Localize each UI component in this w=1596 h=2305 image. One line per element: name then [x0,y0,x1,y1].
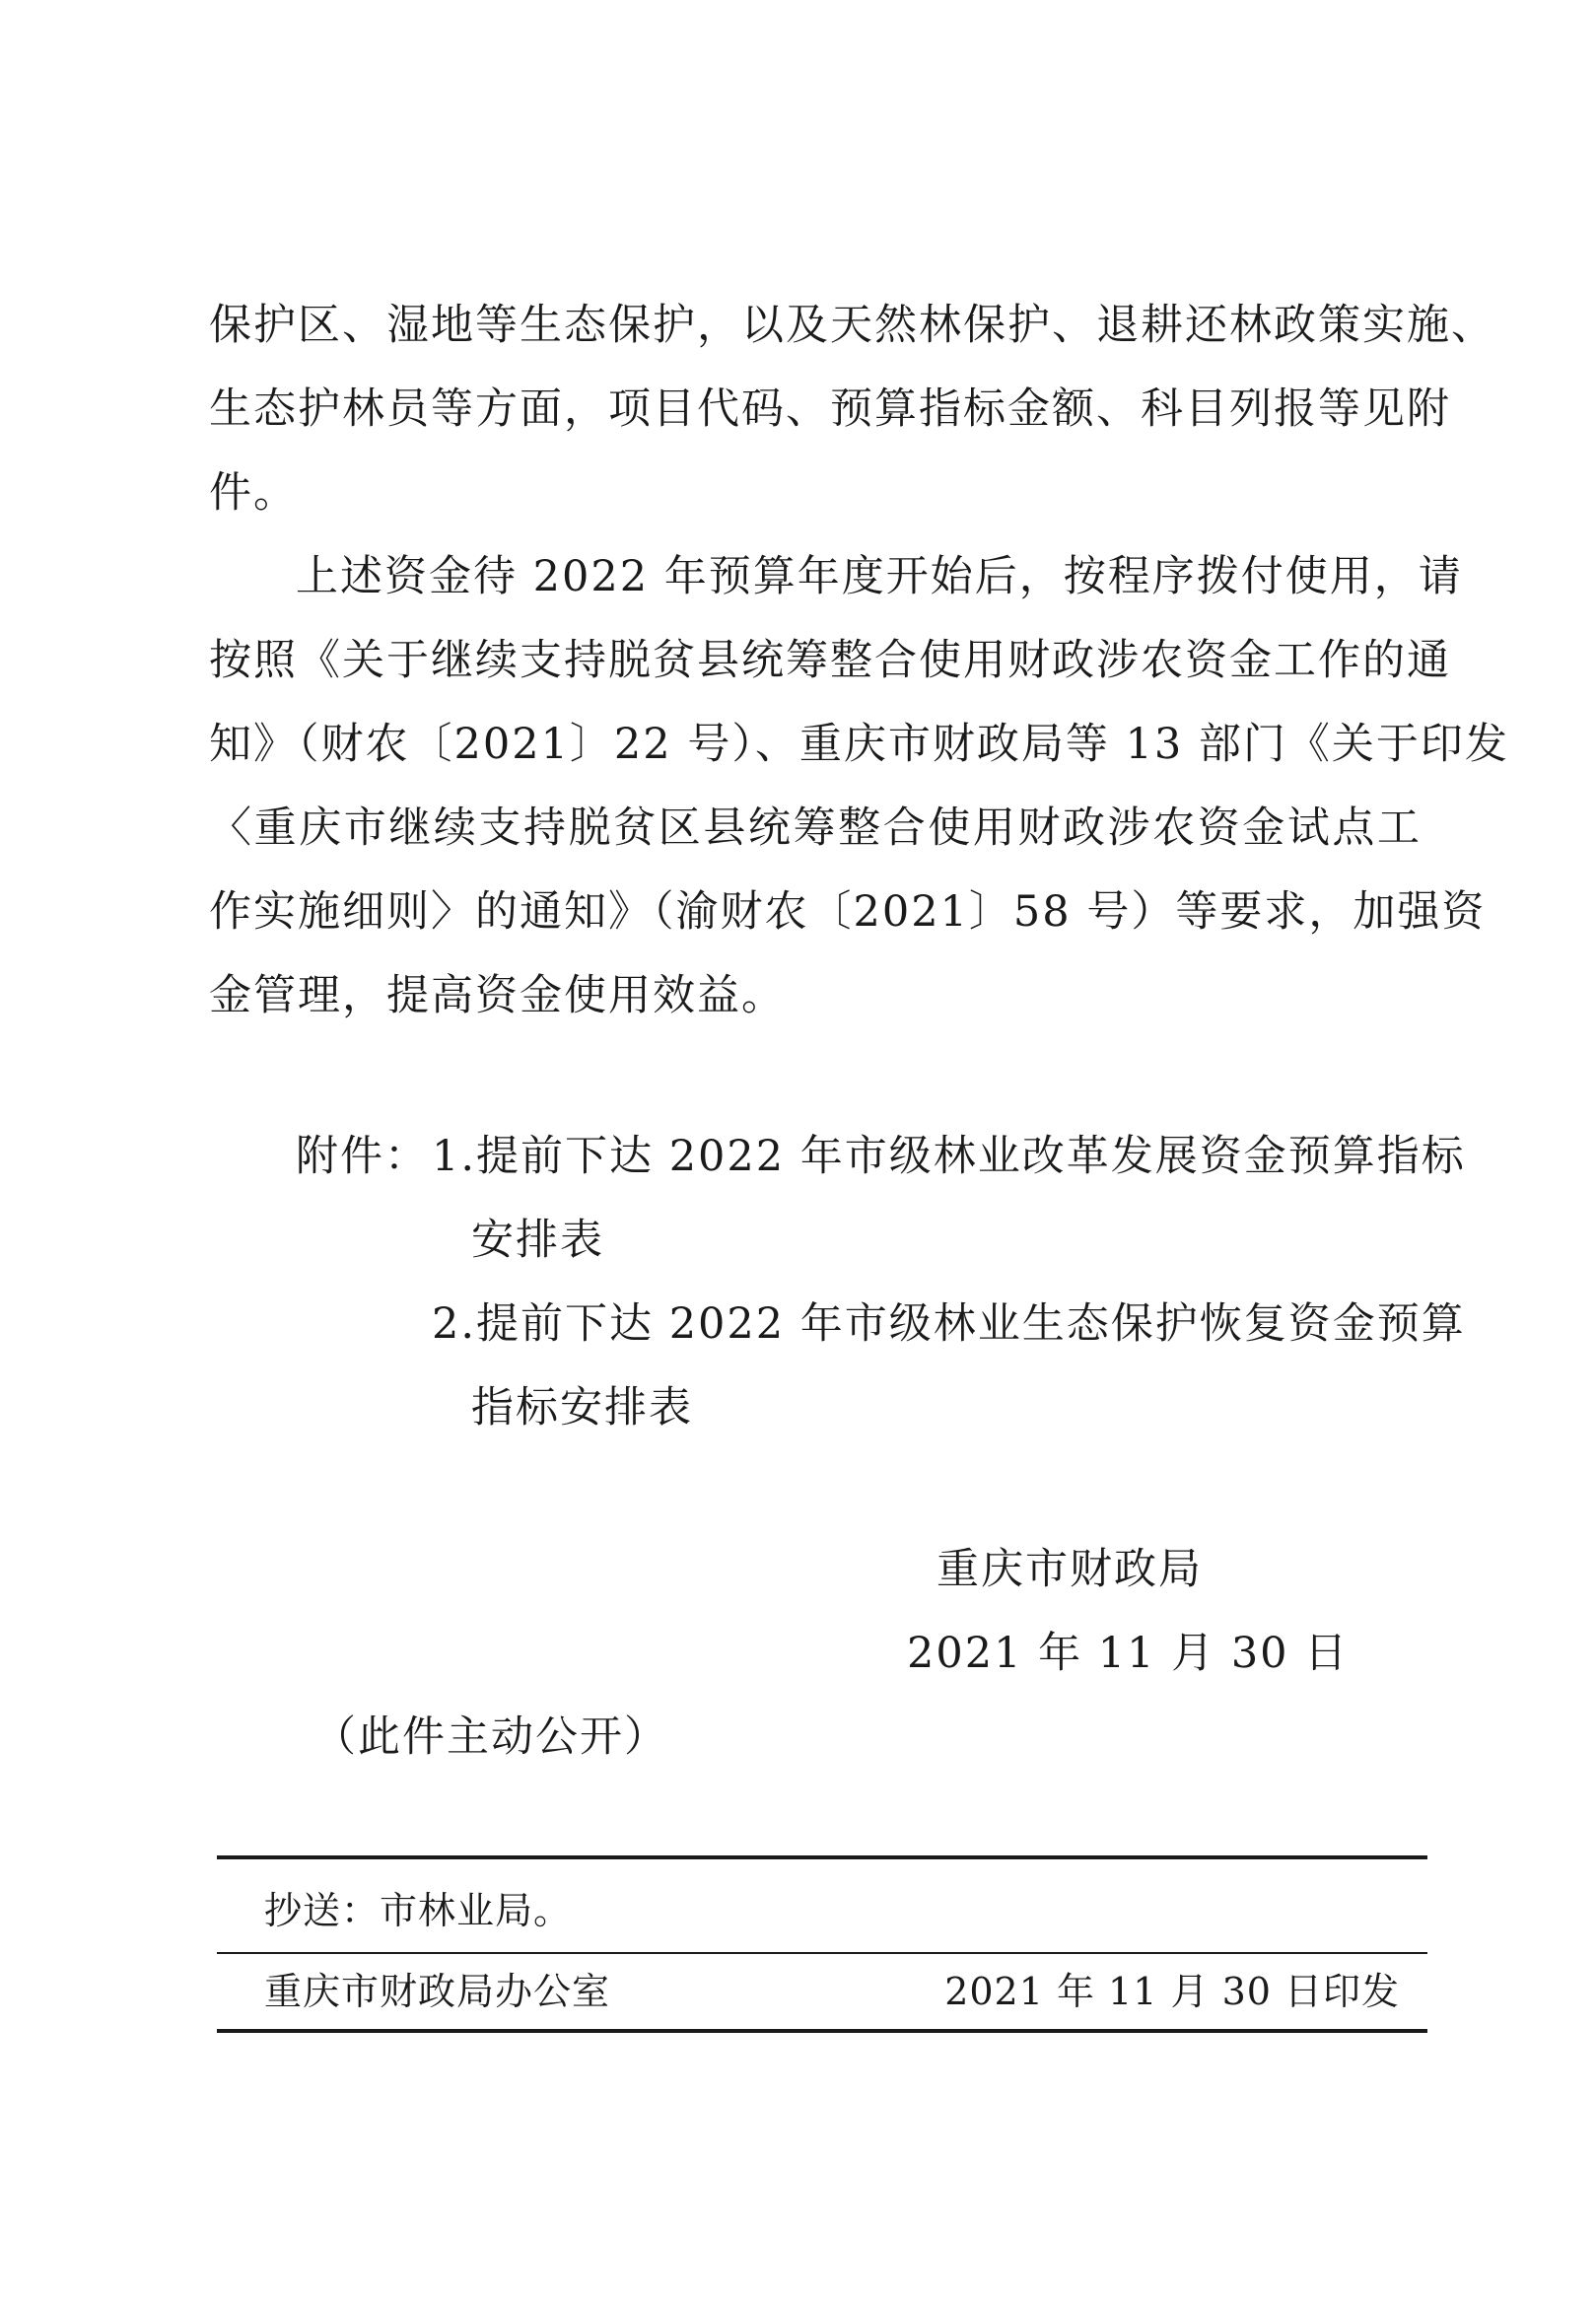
footer-issuer: 重庆市财政局办公室 [264,1970,611,2013]
paragraph2-line4: 〈重庆市继续支持脱贫区县统筹整合使用财政涉农资金试点工 [209,803,1422,853]
paragraph2-line2: 按照《关于继续支持脱贫县统筹整合使用财政涉农资金工作的通 [209,636,1451,685]
paragraph1-line3: 件。 [209,468,298,518]
footer-top-rule [217,1855,1427,1859]
attachment-1-line1: 1.提前下达 2022 年市级林业改革发展资金预算指标 [432,1132,1466,1181]
attachment-2-line2: 指标安排表 [471,1383,693,1432]
attachments-prefix: 附件： [296,1132,429,1181]
footer-issue-date: 2021 年 11 月 30 日印发 [944,1970,1400,2013]
attachment-1-line2: 安排表 [471,1216,604,1265]
paragraph2-line3: 知》（财农〔2021〕22 号）、重庆市财政局等 13 部门《关于印发 [209,720,1509,769]
attachment-2-line1: 2.提前下达 2022 年市级林业生态保护恢复资金预算 [432,1299,1466,1349]
paragraph2-line5: 作实施细则〉的通知》（渝财农〔2021〕58 号）等要求，加强资 [209,887,1487,937]
signature-date: 2021 年 11 月 30 日 [907,1629,1350,1678]
signature-org: 重庆市财政局 [937,1545,1203,1594]
disclosure-note: （此件主动公开） [313,1712,668,1762]
paragraph1-line2: 生态护林员等方面，项目代码、预算指标金额、科目列报等见附 [209,384,1451,434]
footer-middle-rule [217,1952,1427,1954]
footer-bottom-rule [217,2029,1427,2033]
paragraph2-line1: 上述资金待 2022 年预算年度开始后，按程序拨付使用，请 [296,552,1463,601]
paragraph1-line1: 保护区、湿地等生态保护，以及天然林保护、退耕还林政策实施、 [209,301,1495,350]
footer-cc: 抄送：市林业局。 [264,1889,573,1932]
paragraph2-line6: 金管理，提高资金使用效益。 [209,971,786,1020]
